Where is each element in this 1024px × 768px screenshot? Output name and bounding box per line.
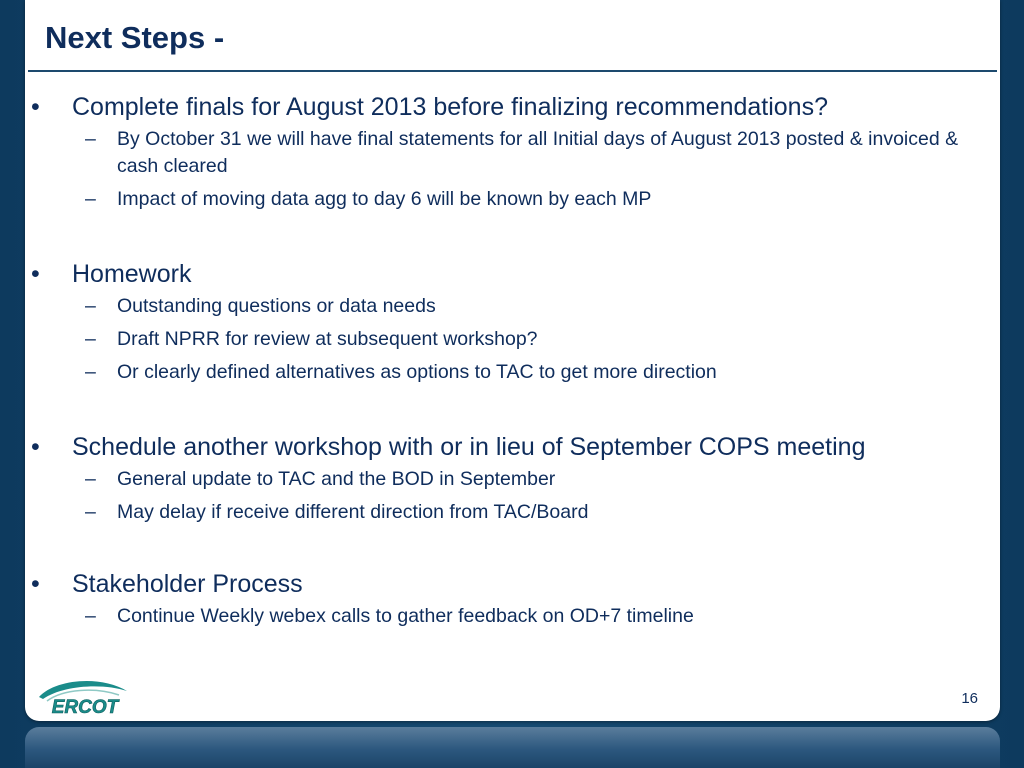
sub-bullet-text: May delay if receive different direction from TAC/Board [117,501,589,523]
sub-bullet-list [25,466,1000,526]
sub-bullet-list [25,126,1000,213]
dash-marker: – [85,128,96,150]
bullet-text: Stakeholder Process [72,570,303,598]
bullet-marker: • [31,433,40,461]
bullet-group [25,432,1000,526]
sub-bullet-item [25,359,1000,386]
bullet-group [25,259,1000,386]
sub-bullet-text: Impact of moving data agg to day 6 will be known by each MP [117,188,652,210]
spacer [25,392,1000,432]
sub-bullet-text: Draft NPRR for review at subsequent workshop? [117,328,538,350]
sub-bullet-item [25,126,1000,180]
bullet-text: Homework [72,260,192,288]
logo-text: ERCOT [51,697,119,718]
dash-marker: – [85,188,96,210]
slide-canvas [25,0,1000,721]
title-divider [28,70,997,72]
bullet-item [25,569,1000,600]
bullet-marker: • [31,570,40,598]
spacer [25,532,1000,569]
ercot-logo [33,675,133,719]
sub-bullet-text: Outstanding questions or data needs [117,295,436,317]
bullet-marker: • [31,260,40,288]
bullet-item [25,259,1000,290]
sub-bullet-text: Or clearly defined alternatives as options to TAC to get more direction [117,361,717,383]
sub-bullet-item [25,326,1000,353]
sub-bullet-text: Continue Weekly webex calls to gather feedback on OD+7 timeline [117,605,694,627]
bullet-marker: • [31,93,40,121]
bullet-group [25,569,1000,630]
sub-bullet-item [25,603,1000,630]
dash-marker: – [85,295,96,317]
slide-content [25,92,1000,636]
sub-bullet-list [25,603,1000,630]
sub-bullet-item [25,293,1000,320]
dash-marker: – [85,468,96,490]
bullet-item [25,432,1000,463]
slide-title: Next Steps - [45,20,225,55]
spacer [25,219,1000,259]
sub-bullet-item [25,499,1000,526]
bullet-group [25,92,1000,213]
page-number: 16 [961,690,978,707]
sub-bullet-text: By October 31 we will have final statements for all Initial days of August 2013 posted & invoiced & cash cleared [117,128,959,177]
footer-bar [25,727,1000,768]
dash-marker: – [85,501,96,523]
bullet-text: Schedule another workshop with or in lieu of September COPS meeting [72,433,866,461]
dash-marker: – [85,361,96,383]
bullet-text: Complete finals for August 2013 before finalizing recommendations? [72,93,828,121]
bullet-item [25,92,1000,123]
sub-bullet-item [25,466,1000,493]
sub-bullet-item [25,186,1000,213]
dash-marker: – [85,328,96,350]
sub-bullet-list [25,293,1000,386]
sub-bullet-text: General update to TAC and the BOD in September [117,468,556,490]
dash-marker: – [85,605,96,627]
